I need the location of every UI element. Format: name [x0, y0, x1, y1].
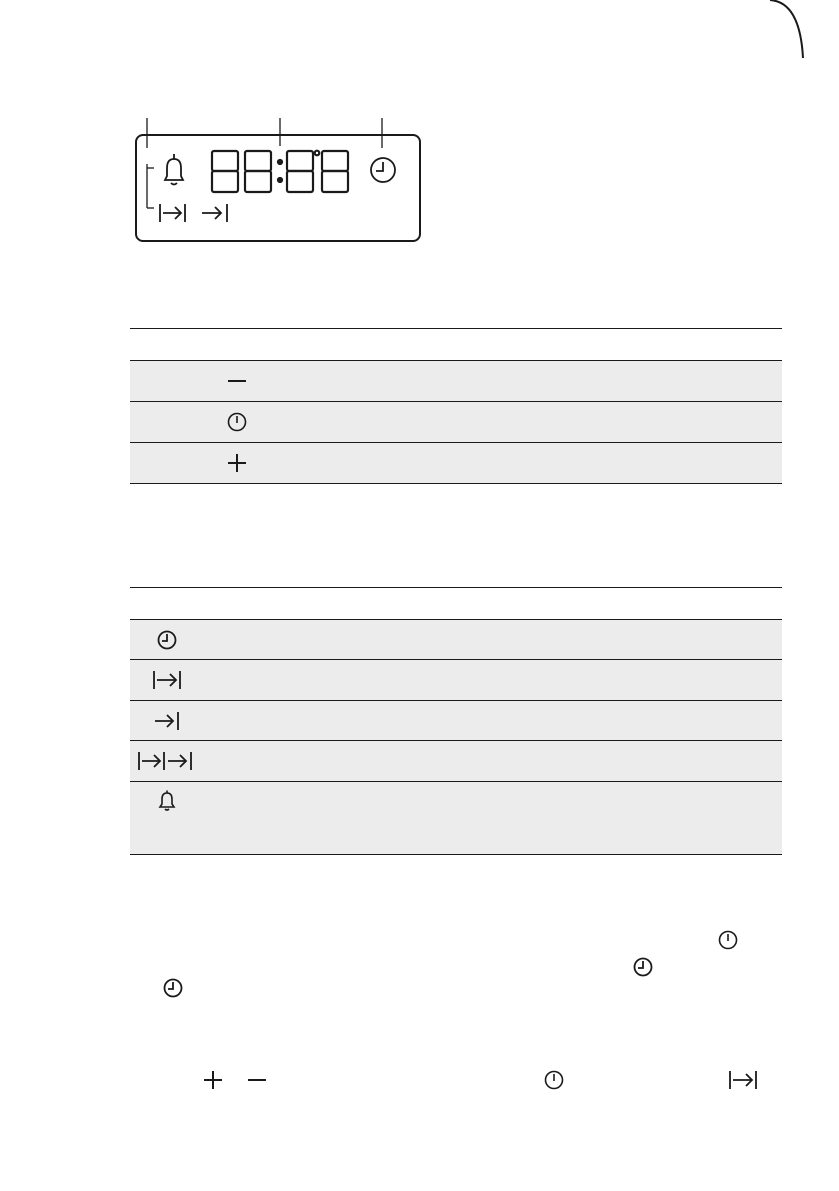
- duration-icon: [160, 204, 185, 222]
- minus-icon: [226, 370, 248, 392]
- corner-mark: [0, 0, 839, 60]
- table-row: [130, 660, 782, 701]
- bell-icon: [165, 154, 183, 185]
- time-digits: [212, 151, 348, 192]
- clock-icon: [371, 158, 395, 182]
- table-row: [130, 701, 782, 741]
- clock-button-icon: [717, 929, 739, 951]
- table-row: [130, 782, 782, 855]
- buttons-table: [130, 328, 782, 484]
- table-row: [130, 620, 782, 660]
- clock-button-icon: [226, 411, 248, 433]
- table-row: [130, 402, 782, 443]
- callout-lines: [147, 118, 382, 208]
- table-header: [130, 328, 782, 361]
- functions-table: [130, 587, 782, 855]
- minus-icon: [246, 1069, 268, 1091]
- table-row: [130, 361, 782, 402]
- end-icon: [202, 204, 227, 222]
- end-icon: [153, 710, 181, 732]
- table-row: [130, 741, 782, 782]
- table-header: [130, 587, 782, 620]
- display-panel-illustration: [130, 118, 430, 248]
- duration-icon: [151, 669, 183, 691]
- time-of-day-icon: [156, 629, 178, 651]
- clock-button-icon: [543, 1069, 565, 1091]
- panel-frame: [136, 135, 420, 241]
- plus-icon: [226, 452, 248, 474]
- plus-icon: [202, 1069, 224, 1091]
- time-of-day-icon: [162, 977, 184, 999]
- table-row: [130, 443, 782, 484]
- time-of-day-icon: [632, 956, 654, 978]
- bell-icon: [157, 790, 177, 817]
- duration-icon: [727, 1069, 759, 1091]
- duration-end-icon: [136, 750, 194, 772]
